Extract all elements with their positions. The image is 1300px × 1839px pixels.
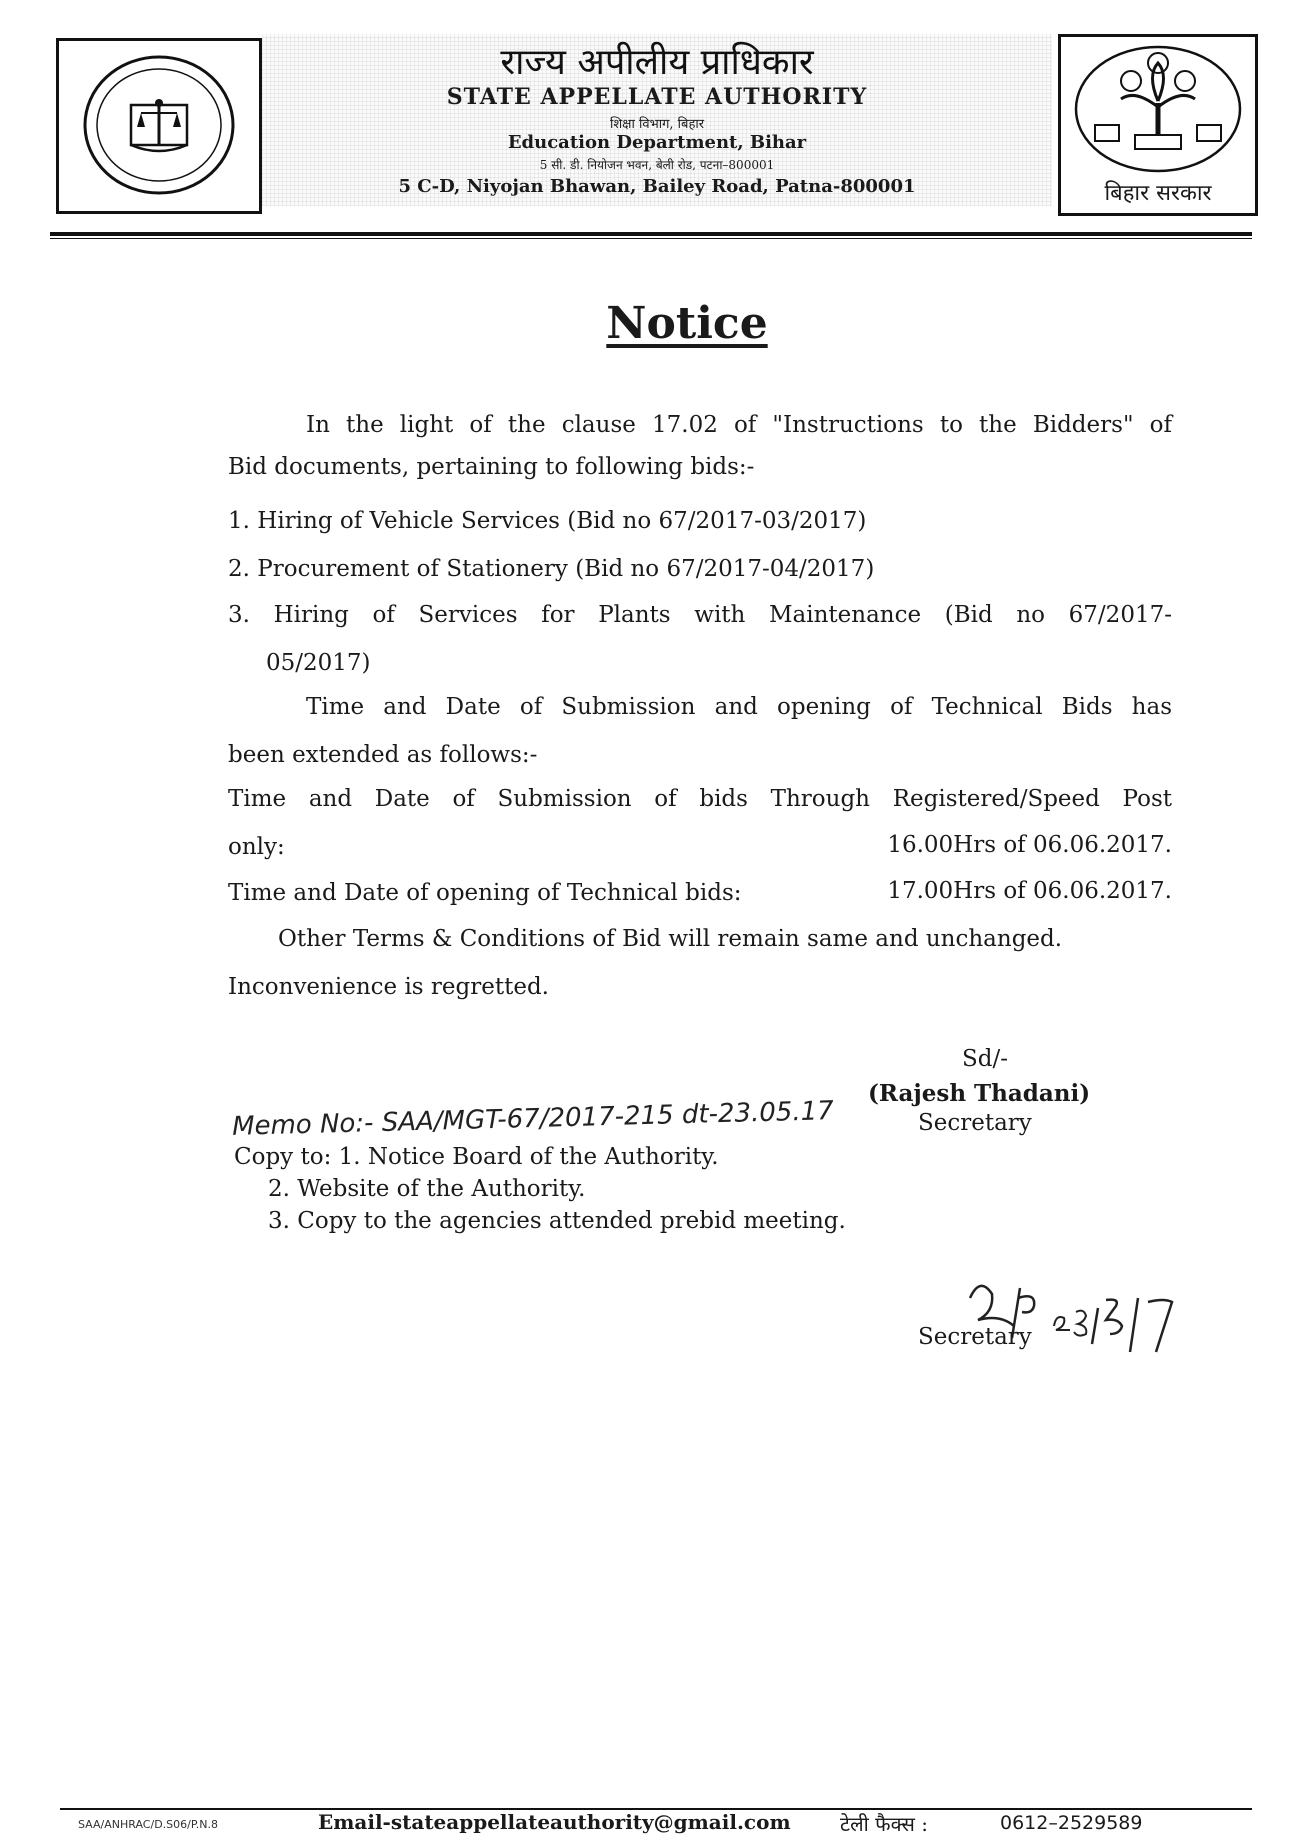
letterhead-hindi-department: शिक्षा विभाग, बिहार <box>609 117 705 132</box>
copy-item-agencies: 3. Copy to the agencies attended prebid meeting. <box>268 1208 846 1234</box>
authority-logo <box>56 38 262 214</box>
submission-datetime: 16.00Hrs of 06.06.2017. <box>887 832 1172 858</box>
scales-book-emblem-icon <box>59 41 259 211</box>
intro-line-2: Bid documents, pertaining to following bids:- <box>228 454 755 480</box>
copy-to-line: Copy to: 1. Notice Board of the Authority. <box>234 1144 719 1170</box>
footer-reference-code: SAA/ANHRAC/D.S06/P.N.8 <box>78 1818 218 1831</box>
signatory-designation: Secretary <box>918 1110 1032 1136</box>
copy-item-website: 2. Website of the Authority. <box>268 1176 586 1202</box>
intro-line-1: In the light of the clause 17.02 of "Instructions to the Bidders" of <box>306 412 1172 438</box>
memo-number-handwritten: Memo No:- SAA/MGT-67/2017-215 dt-23.05.17 <box>231 1096 835 1142</box>
footer-fax-label: टेली फैक्स : <box>840 1812 928 1836</box>
bottom-designation: Secretary <box>918 1324 1032 1350</box>
bid-item-1: 1. Hiring of Vehicle Services (Bid no 67/2017-03/2017) <box>228 508 867 534</box>
bodhi-tree-emblem-icon <box>1061 37 1255 177</box>
letterhead-english-title: STATE APPELLATE AUTHORITY <box>446 84 868 110</box>
opening-label: Time and Date of opening of Technical bids: <box>228 880 742 906</box>
bid-item-3: 3. Hiring of Services for Plants with Maintenance (Bid no 67/2017- <box>228 602 1172 628</box>
signatory-name: (Rajesh Thadani) <box>868 1080 1091 1107</box>
terms-line: Other Terms & Conditions of Bid will remain same and unchanged. <box>278 926 1063 952</box>
extension-line-2: been extended as follows:- <box>228 742 538 768</box>
letterhead-divider-thin <box>50 238 1252 239</box>
extension-line-1: Time and Date of Submission and opening of Technical Bids has <box>306 694 1172 720</box>
regret-line: Inconvenience is regretted. <box>228 974 549 1000</box>
bihar-government-logo <box>1058 34 1258 216</box>
letterhead-hindi-address: 5 सी. डी. नियोजन भवन, बेली रोड, पटना–800001 <box>539 158 775 172</box>
submission-line: Time and Date of Submission of bids Through Registered/Speed Post <box>228 786 1172 812</box>
bid-item-3-continued: 05/2017) <box>266 650 371 676</box>
submission-label: only: <box>228 834 285 860</box>
letterhead-divider <box>50 232 1252 236</box>
bihar-government-caption: बिहार सरकार <box>1104 181 1212 206</box>
bid-item-2: 2. Procurement of Stationery (Bid no 67/2017-04/2017) <box>228 556 875 582</box>
letterhead-english-address: 5 C-D, Niyojan Bhawan, Bailey Road, Patna-800001 <box>398 176 916 197</box>
opening-datetime: 17.00Hrs of 06.06.2017. <box>887 878 1172 904</box>
sd-mark: Sd/- <box>962 1046 1008 1072</box>
letterhead-english-department: Education Department, Bihar <box>507 132 807 153</box>
footer-fax-number: 0612–2529589 <box>1000 1812 1143 1834</box>
notice-title: Notice <box>606 298 768 349</box>
footer-email: Email-stateappellateauthority@gmail.com <box>318 1810 791 1834</box>
letterhead-hindi-title: राज्य अपीलीय प्राधिकार <box>500 42 814 83</box>
